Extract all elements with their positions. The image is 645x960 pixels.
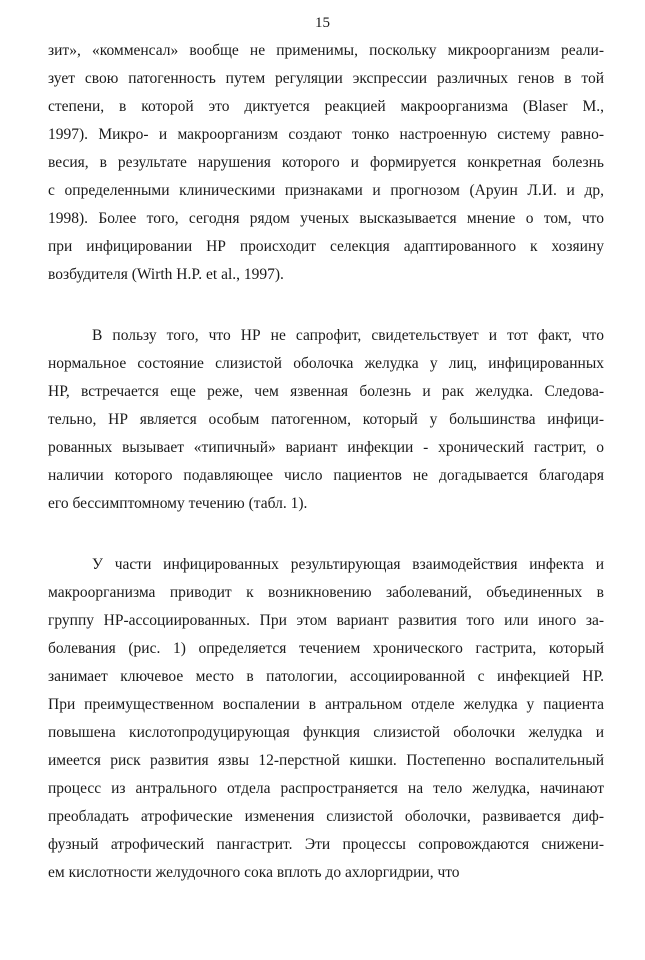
text-line: весия, в результате нарушения которого и формируется конкретная болезнь <box>48 154 604 171</box>
text-line: с определенными клиническими признаками и прогнозом (Аруин Л.И. и др, <box>48 182 604 199</box>
text-line: фузный атрофический пангастрит. Эти процессы сопровождаются снижени- <box>48 836 604 853</box>
paragraph-3 <box>48 551 604 887</box>
text-line: болевания (рис. 1) определяется течением хронического гастрита, который <box>48 640 604 657</box>
text-line: возбудителя (Wirth H.P. et al., 1997). <box>48 266 284 283</box>
text-line: имеется риск развития язвы 12-перстной кишки. Постепенно воспалительный <box>48 752 604 769</box>
text-line: ем кислотности желудочного сока вплоть до ахлоргидрии, что <box>48 864 460 881</box>
text-line: наличии которого подавляющее число пациентов не догадывается благодаря <box>48 467 604 484</box>
text-line: рованных вызывает «типичный» вариант инфекции - хронический гастрит, о <box>48 439 604 456</box>
paragraph-1 <box>48 37 604 289</box>
text-line: преобладать атрофические изменения слизистой оболочки, развивается диф- <box>48 808 604 825</box>
text-line: при инфицировании НР происходит селекция адаптированного к хозяину <box>48 238 604 255</box>
text-line: НР, встречается еще реже, чем язвенная болезнь и рак желудка. Следова- <box>48 383 604 400</box>
page-number: 15 <box>315 15 330 31</box>
text-line: При преимущественном воспалении в антральном отделе желудка у пациента <box>48 696 604 713</box>
text-line: степени, в которой это диктуется реакцией макроорганизма (Blaser M., <box>48 98 604 115</box>
text-line: повышена кислотопродуцирующая функция слизистой оболочки желудка и <box>48 724 604 741</box>
text-line: зит», «комменсал» вообще не применимы, поскольку микроорганизм реали- <box>48 42 604 59</box>
text-line: занимает ключевое место в патологии, ассоциированной с инфекцией НР. <box>48 668 604 685</box>
text-line: нормальное состояние слизистой оболочка желудка у лиц, инфицированных <box>48 355 604 372</box>
text-line: тельно, НР является особым патогенном, который у большинства инфици- <box>48 411 604 428</box>
text-line: его бессимптомному течению (табл. 1). <box>48 495 308 512</box>
text-line: 1998). Более того, сегодня рядом ученых высказывается мнение о том, что <box>48 210 604 227</box>
paragraph-2 <box>48 322 604 518</box>
text-line: группу НР-ассоциированных. При этом вариант развития того или иного за- <box>48 612 604 629</box>
text-line: макроорганизма приводит к возникновению заболеваний, объединенных в <box>48 584 604 601</box>
text-line: У части инфицированных результирующая взаимодействия инфекта и <box>92 556 604 573</box>
text-line: процесс из антрального отдела распространяется на тело желудка, начинают <box>48 780 604 797</box>
text-line: В пользу того, что НР не сапрофит, свидетельствует и тот факт, что <box>92 327 604 344</box>
text-line: зует свою патогенность путем регуляции экспрессии различных генов в той <box>48 70 604 87</box>
text-line: 1997). Микро- и макроорганизм создают тонко настроенную систему равно- <box>48 126 604 143</box>
